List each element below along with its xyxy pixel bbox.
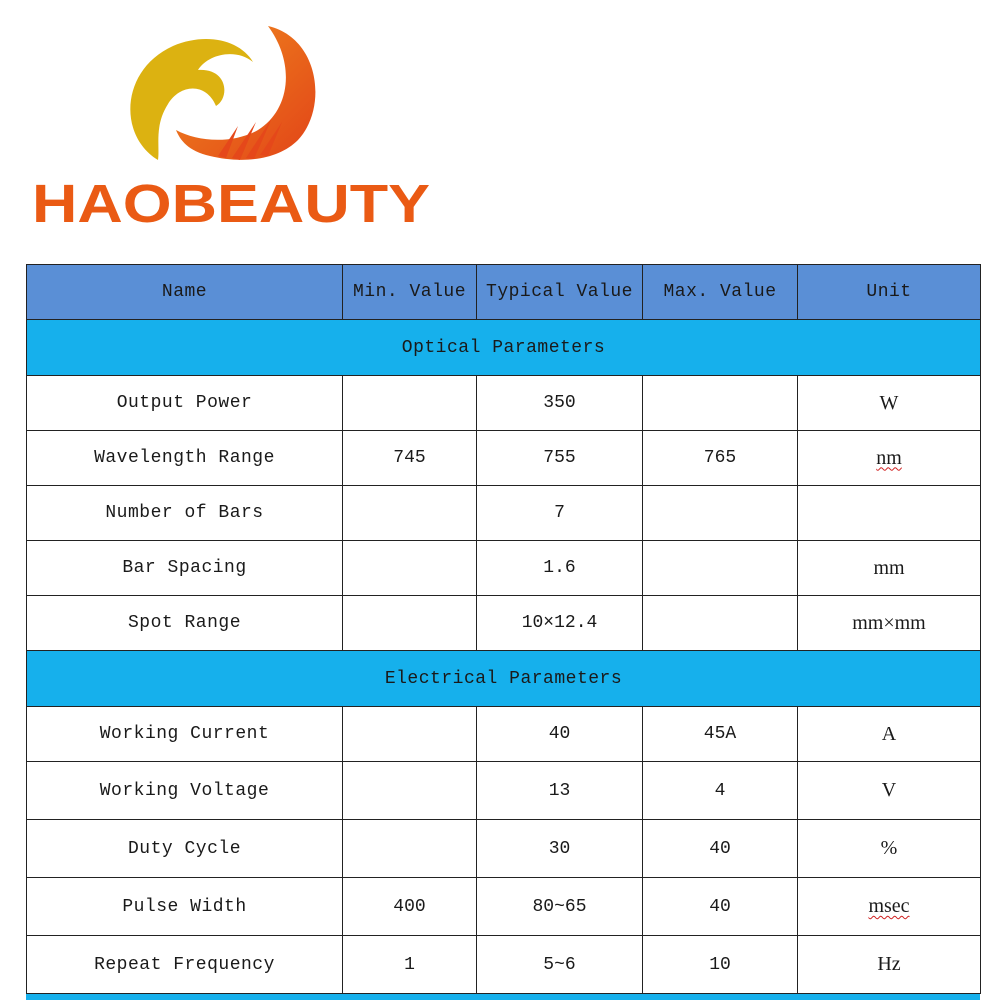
max-value-cell: 10: [643, 936, 798, 994]
max-value-cell: 40: [643, 878, 798, 936]
typical-value-cell: 755: [477, 431, 643, 486]
table-row: [27, 936, 981, 994]
min-value-cell: 1: [343, 936, 477, 994]
min-value-cell: [343, 541, 477, 596]
typical-value-cell: 5~6: [477, 936, 643, 994]
max-value-cell: [643, 486, 798, 541]
table-row: [27, 596, 981, 651]
table-row: [27, 486, 981, 541]
param-name-cell: Repeat Frequency: [27, 936, 343, 994]
unit-cell: %: [798, 820, 981, 878]
typical-value-cell: 30: [477, 820, 643, 878]
param-name-cell: Output Power: [27, 376, 343, 431]
param-name-cell: Number of Bars: [27, 486, 343, 541]
table-header-row: [27, 265, 981, 320]
max-value-cell: 45A: [643, 707, 798, 762]
header-typical-value: Typical Value: [477, 265, 643, 320]
unit-text: msec: [868, 895, 910, 917]
logo-graphic: [28, 18, 438, 233]
param-name-cell: Working Voltage: [27, 762, 343, 820]
min-value-cell: [343, 707, 477, 762]
table-row: [27, 707, 981, 762]
parameter-table: [26, 264, 981, 994]
unit-cell: V: [798, 762, 981, 820]
typical-value-cell: 10×12.4: [477, 596, 643, 651]
header-unit: Unit: [798, 265, 981, 320]
unit-cell: W: [798, 376, 981, 431]
max-value-cell: 40: [643, 820, 798, 878]
table-body: [27, 320, 981, 994]
min-value-cell: [343, 820, 477, 878]
max-value-cell: [643, 596, 798, 651]
min-value-cell: [343, 596, 477, 651]
typical-value-cell: 40: [477, 707, 643, 762]
min-value-cell: [343, 376, 477, 431]
max-value-cell: [643, 376, 798, 431]
section-row: [27, 320, 981, 376]
table-row: [27, 762, 981, 820]
unit-cell: [798, 486, 981, 541]
min-value-cell: 400: [343, 878, 477, 936]
min-value-cell: 745: [343, 431, 477, 486]
haobeauty-logo: [28, 18, 438, 233]
unit-text: nm: [876, 446, 902, 469]
typical-value-cell: 350: [477, 376, 643, 431]
param-name-cell: Pulse Width: [27, 878, 343, 936]
param-name-cell: Wavelength Range: [27, 431, 343, 486]
max-value-cell: 765: [643, 431, 798, 486]
min-value-cell: [343, 762, 477, 820]
table-row: [27, 541, 981, 596]
unit-cell: [798, 878, 981, 936]
max-value-cell: [643, 541, 798, 596]
typical-value-cell: 1.6: [477, 541, 643, 596]
section-row: [27, 651, 981, 707]
header-max-value: Max. Value: [643, 265, 798, 320]
typical-value-cell: 80~65: [477, 878, 643, 936]
table-row: [27, 431, 981, 486]
param-name-cell: Bar Spacing: [27, 541, 343, 596]
unit-cell: Hz: [798, 936, 981, 994]
max-value-cell: 4: [643, 762, 798, 820]
table-row: [27, 376, 981, 431]
table-bottom-band: [26, 993, 980, 1000]
header-name: Name: [27, 265, 343, 320]
unit-cell: A: [798, 707, 981, 762]
param-name-cell: Working Current: [27, 707, 343, 762]
typical-value-cell: 7: [477, 486, 643, 541]
section-title: Optical Parameters: [27, 320, 981, 376]
table-row: [27, 820, 981, 878]
brand-wordmark: HAOBEAUTY: [32, 174, 430, 233]
unit-cell: mm×mm: [798, 596, 981, 651]
header-min-value: Min. Value: [343, 265, 477, 320]
unit-cell: mm: [798, 541, 981, 596]
section-title: Electrical Parameters: [27, 651, 981, 707]
param-name-cell: Spot Range: [27, 596, 343, 651]
unit-cell: [798, 431, 981, 486]
typical-value-cell: 13: [477, 762, 643, 820]
min-value-cell: [343, 486, 477, 541]
param-name-cell: Duty Cycle: [27, 820, 343, 878]
table-row: [27, 878, 981, 936]
